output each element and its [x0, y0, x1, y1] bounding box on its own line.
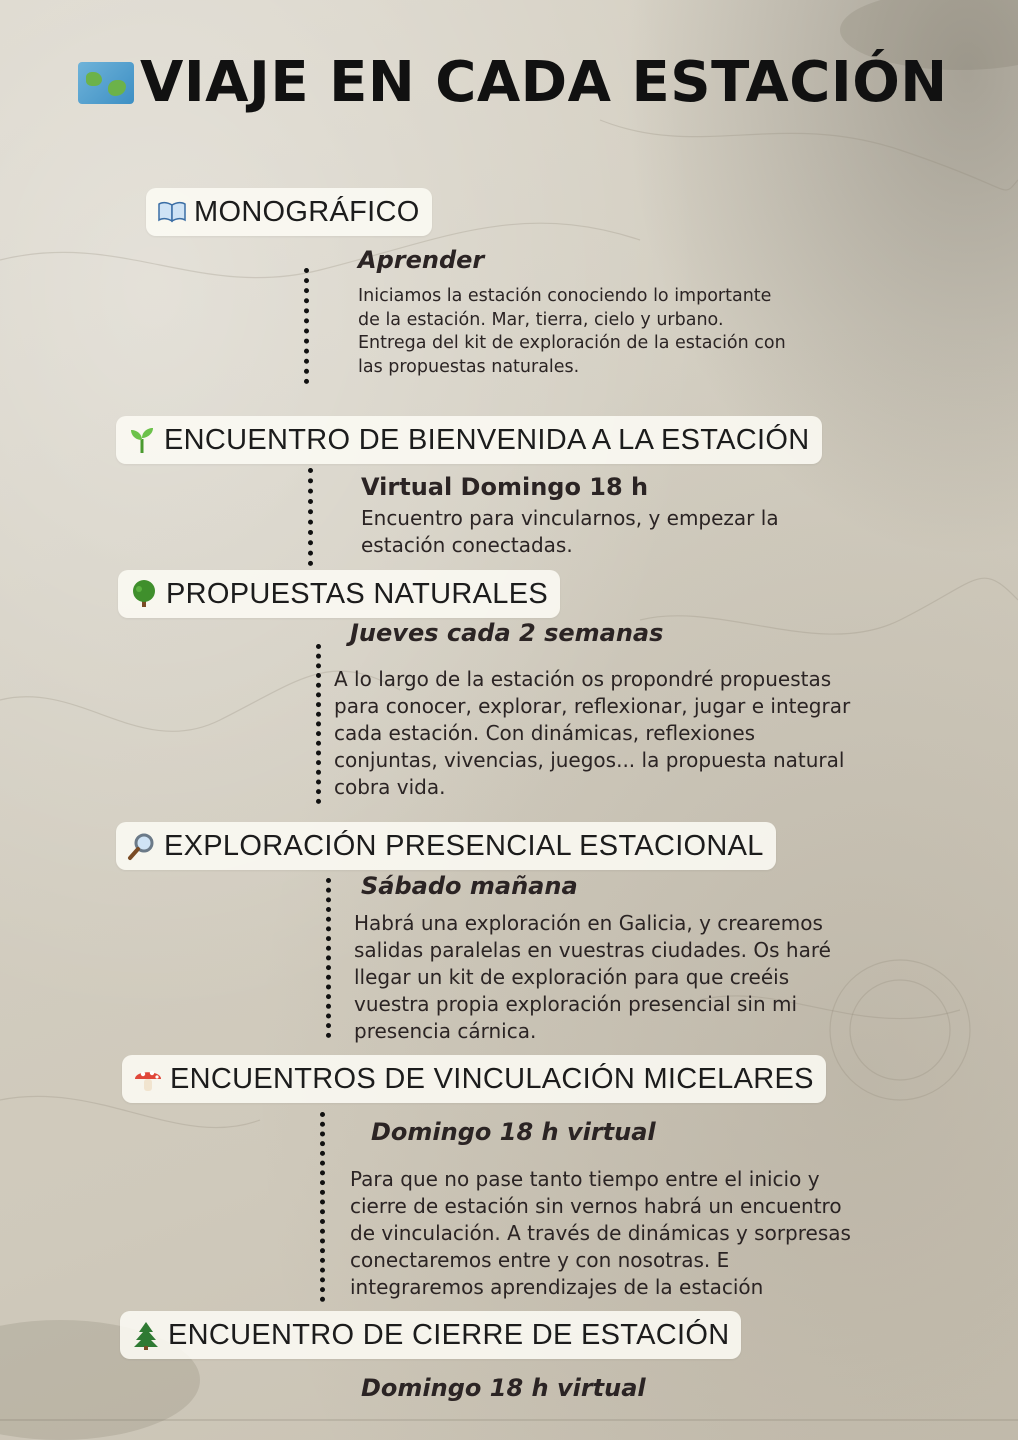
heading-label: ENCUENTRO DE BIENVENIDA A LA ESTACIÓN: [164, 423, 810, 456]
description-line: presencia cárnica.: [354, 1019, 537, 1043]
magnifier-icon: [126, 830, 158, 862]
section-description: [350, 1166, 851, 1301]
description-line: de la estación. Mar, tierra, cielo y urbano.: [358, 309, 724, 330]
title-text: VIAJE EN CADA ESTACIÓN: [140, 50, 948, 115]
description-line: cierre de estación sin vernos habrá un encuentro: [350, 1194, 842, 1218]
description-line: conjuntas, vivencias, juegos... la propuesta natural: [334, 748, 845, 772]
open-book-icon: [156, 196, 188, 228]
section-heading-propuestas: [118, 570, 560, 618]
description-line: para conocer, explorar, reflexionar, jugar e integrar: [334, 694, 851, 718]
timeline-connector: [304, 268, 309, 384]
heading-label: ENCUENTROS DE VINCULACIÓN MICELARES: [170, 1062, 814, 1095]
section-description: [361, 505, 779, 559]
section-heading-bienvenida: [116, 416, 822, 464]
description-line: cada estación. Con dinámicas, reflexiones: [334, 721, 756, 745]
description-line: las propuestas naturales.: [358, 356, 580, 377]
description-line: cobra vida.: [334, 775, 446, 799]
section-subtitle: Jueves cada 2 semanas: [350, 619, 664, 647]
section-subtitle: Virtual Domingo 18 h: [361, 473, 649, 501]
description-line: integraremos aprendizajes de la estación: [350, 1275, 764, 1299]
timeline-connector: [308, 468, 313, 566]
section-subtitle: Domingo 18 h virtual: [371, 1118, 656, 1146]
description-line: A lo largo de la estación os propondré propuestas: [334, 667, 832, 691]
section-description: [354, 910, 831, 1045]
mushroom-icon: [132, 1063, 164, 1095]
description-line: Entrega del kit de exploración de la estación con: [358, 333, 786, 353]
section-subtitle: Domingo 18 h virtual: [361, 1374, 646, 1402]
section-subtitle: Aprender: [358, 246, 485, 274]
description-line: llegar un kit de exploración para que creéis: [354, 965, 790, 989]
section-description: [334, 666, 850, 801]
description-line: salidas paralelas en vuestras ciudades. Os haré: [354, 938, 831, 962]
description-line: estación conectadas.: [361, 533, 573, 557]
description-line: Encuentro para vincularnos, y empezar la: [361, 506, 779, 530]
description-line: vuestra propia exploración presencial sin mi: [354, 992, 798, 1016]
timeline-connector: [316, 644, 321, 804]
heading-label: ENCUENTRO DE CIERRE DE ESTACIÓN: [168, 1318, 730, 1351]
evergreen-tree-icon: [130, 1319, 162, 1351]
timeline-connector: [320, 1112, 325, 1302]
world-map-icon: [78, 62, 134, 104]
description-line: de vinculación. A través de dinámicas y sorpresas: [350, 1221, 851, 1245]
page-title: [78, 50, 948, 115]
section-heading-monografico: [146, 188, 432, 236]
seedling-icon: [126, 424, 158, 456]
heading-label: MONOGRÁFICO: [194, 195, 420, 228]
description-line: Iniciamos la estación conociendo lo importante: [358, 286, 772, 306]
section-description: [358, 285, 786, 379]
section-subtitle: Sábado mañana: [361, 872, 578, 900]
heading-label: EXPLORACIÓN PRESENCIAL ESTACIONAL: [164, 829, 764, 862]
section-heading-exploracion: [116, 822, 776, 870]
heading-label: PROPUESTAS NATURALES: [166, 577, 549, 610]
section-heading-micelares: [122, 1055, 826, 1103]
description-line: Para que no pase tanto tiempo entre el inicio y: [350, 1167, 820, 1191]
description-line: Habrá una exploración en Galicia, y crearemos: [354, 911, 823, 935]
timeline-connector: [326, 878, 331, 1038]
section-heading-cierre: [120, 1311, 741, 1359]
tree-icon: [128, 578, 160, 610]
description-line: conectaremos entre y con nosotras. E: [350, 1248, 730, 1272]
